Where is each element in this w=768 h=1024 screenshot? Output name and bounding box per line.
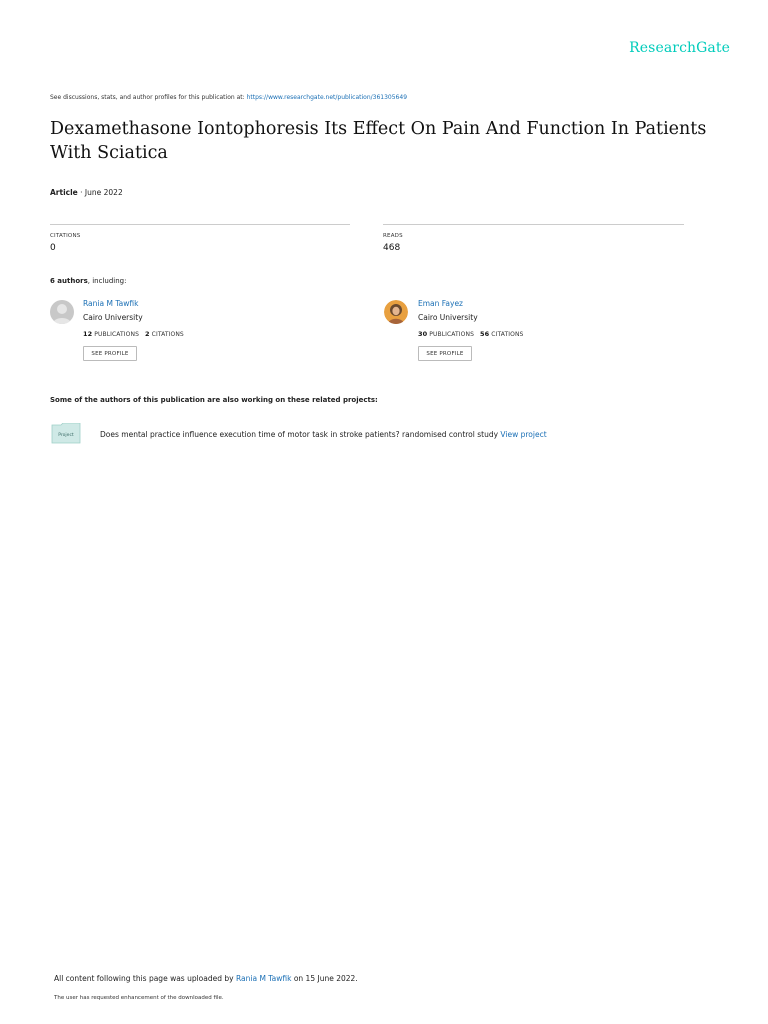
avatar[interactable] bbox=[50, 300, 74, 324]
project-icon-label: Project bbox=[58, 433, 74, 438]
author-stats: 30 PUBLICATIONS 56 CITATIONS bbox=[418, 330, 524, 338]
discussion-text: See discussions, stats, and author profiles for this publication at: bbox=[50, 94, 245, 101]
researchgate-logo[interactable]: ResearchGate bbox=[629, 40, 730, 56]
publication-meta: Article · June 2022 bbox=[50, 188, 123, 197]
citations-divider bbox=[50, 224, 350, 225]
project-folder-icon[interactable] bbox=[51, 423, 81, 444]
see-profile-button[interactable]: SEE PROFILE bbox=[83, 346, 137, 361]
publication-type: Article bbox=[50, 188, 78, 197]
upload-notice: All content following this page was uploaded by Rania M Tawfik on 15 June 2022. bbox=[54, 974, 358, 983]
avatar[interactable] bbox=[384, 300, 408, 324]
discussion-line bbox=[50, 94, 407, 101]
reads-label: READS bbox=[383, 233, 403, 239]
projects-heading: Some of the authors of this publication are also working on these related projects: bbox=[50, 396, 378, 404]
citations-label: CITATIONS bbox=[50, 233, 81, 239]
project-title: Does mental practice influence execution time of motor task in stroke patients? randomised control study bbox=[100, 430, 499, 439]
default-avatar-icon bbox=[50, 300, 74, 324]
view-project-link[interactable]: View project bbox=[500, 430, 547, 439]
publication-date: June 2022 bbox=[84, 188, 123, 197]
author-name-link[interactable]: Rania M Tawfik bbox=[83, 299, 139, 308]
author-stats: 12 PUBLICATIONS 2 CITATIONS bbox=[83, 330, 184, 338]
project-item bbox=[100, 430, 547, 439]
see-profile-button[interactable]: SEE PROFILE bbox=[418, 346, 472, 361]
author-name-link[interactable]: Eman Fayez bbox=[418, 299, 463, 308]
author-institution: Cairo University bbox=[418, 313, 478, 322]
author-institution: Cairo University bbox=[83, 313, 143, 322]
publication-title: Dexamethasone Iontophoresis Its Effect On Pain And Function In Patients With Sciatica bbox=[50, 119, 707, 163]
publication-url-link[interactable]: https://www.researchgate.net/publication/361305649 bbox=[246, 94, 408, 101]
profile-photo-icon bbox=[384, 300, 408, 324]
reads-divider bbox=[383, 224, 684, 225]
enhancement-note: The user has requested enhancement of the downloaded file. bbox=[54, 995, 224, 1001]
citations-value: 0 bbox=[50, 243, 56, 253]
authors-count: 6 authors bbox=[50, 277, 88, 285]
reads-value: 468 bbox=[383, 243, 401, 253]
uploader-link[interactable]: Rania M Tawfik bbox=[235, 974, 292, 983]
authors-suffix: , including: bbox=[87, 277, 127, 285]
authors-heading bbox=[50, 277, 126, 285]
